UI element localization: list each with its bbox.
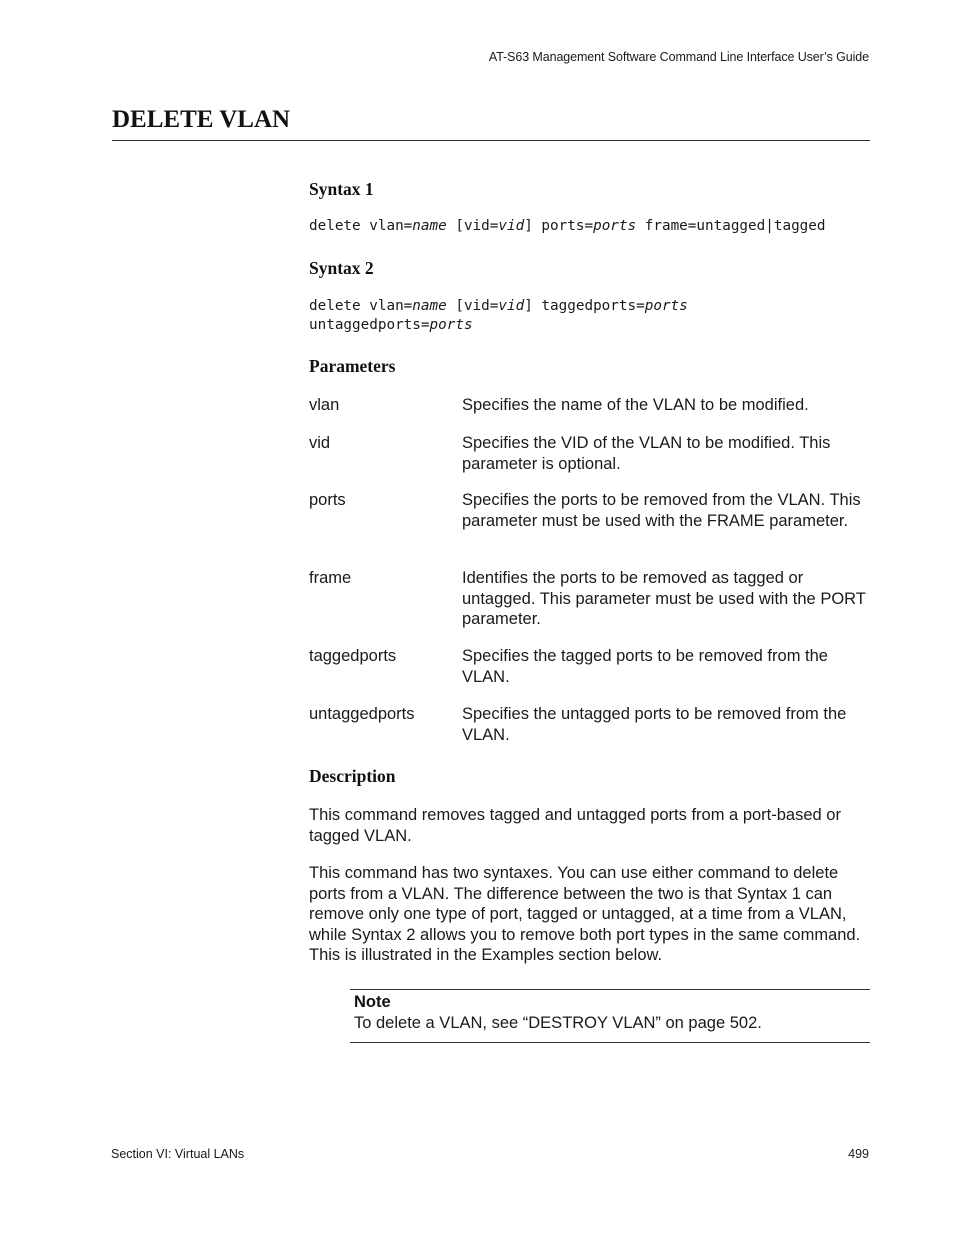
parameter-name: frame xyxy=(309,569,352,587)
parameter-name: vid xyxy=(309,434,331,452)
code-literal: ] taggedports= xyxy=(524,298,645,314)
description-paragraph-1: This command removes tagged and untagged ports from a port-based or tagged VLAN. xyxy=(309,806,841,845)
parameters-heading: Parameters xyxy=(309,356,396,376)
code-literal: delete vlan= xyxy=(309,218,413,234)
running-header: AT-S63 Management Software Command Line Interface User’s Guide xyxy=(488,50,869,64)
page-title: DELETE VLAN xyxy=(112,106,291,133)
page-number: 499 xyxy=(848,1147,869,1161)
note-text: To delete a VLAN, see “DESTROY VLAN” on page 502. xyxy=(354,1014,762,1032)
code-variable: ports xyxy=(644,298,688,314)
parameter-description: Specifies the name of the VLAN to be modified. xyxy=(462,396,809,414)
code-variable: vid xyxy=(498,298,525,314)
parameter-description: Specifies the ports to be removed from the VLAN. This parameter must be used with the FRAME parameter. xyxy=(462,491,861,530)
code-variable: ports xyxy=(593,218,637,234)
code-literal: delete vlan= xyxy=(309,298,413,314)
syntax2-command-line2 xyxy=(309,316,473,335)
code-variable: name xyxy=(412,298,447,314)
note-title: Note xyxy=(354,993,391,1011)
code-variable: name xyxy=(412,218,447,234)
parameter-name: ports xyxy=(309,491,346,509)
code-literal: ] ports= xyxy=(524,218,594,234)
code-literal: [vid= xyxy=(446,218,499,234)
description-paragraph-2: This command has two syntaxes. You can use either command to delete ports from a VLAN. The difference between the two is that Syntax 1 can remove only one type of port, tagged or untagged, at a time from a VLAN, while Syntax 2 allows you to remove both port types in the same command. This is illustrated in the Examples section below. xyxy=(309,864,861,964)
parameter-description: Specifies the VID of the VLAN to be modified. This parameter is optional. xyxy=(462,434,831,473)
code-variable: vid xyxy=(498,218,525,234)
syntax2-heading: Syntax 2 xyxy=(309,258,374,278)
parameter-description: Identifies the ports to be removed as tagged or untagged. This parameter must be used with the PORT parameter. xyxy=(462,569,866,628)
parameter-name: untaggedports xyxy=(309,705,415,723)
parameter-name: vlan xyxy=(309,396,340,414)
code-literal: [vid= xyxy=(446,298,499,314)
syntax1-command xyxy=(309,217,826,236)
syntax2-command-line1 xyxy=(309,297,688,316)
code-literal: untaggedports= xyxy=(309,317,430,333)
parameter-name: taggedports xyxy=(309,647,397,665)
code-variable: ports xyxy=(429,317,473,333)
footer-section: Section VI: Virtual LANs xyxy=(111,1147,245,1161)
description-heading: Description xyxy=(309,766,396,786)
parameter-description: Specifies the tagged ports to be removed from the VLAN. xyxy=(462,647,828,686)
code-literal: frame=untagged|tagged xyxy=(636,218,826,234)
parameter-description: Specifies the untagged ports to be removed from the VLAN. xyxy=(462,705,847,744)
syntax1-heading: Syntax 1 xyxy=(309,179,374,199)
title-rule xyxy=(112,140,870,141)
note-box xyxy=(350,989,870,1043)
